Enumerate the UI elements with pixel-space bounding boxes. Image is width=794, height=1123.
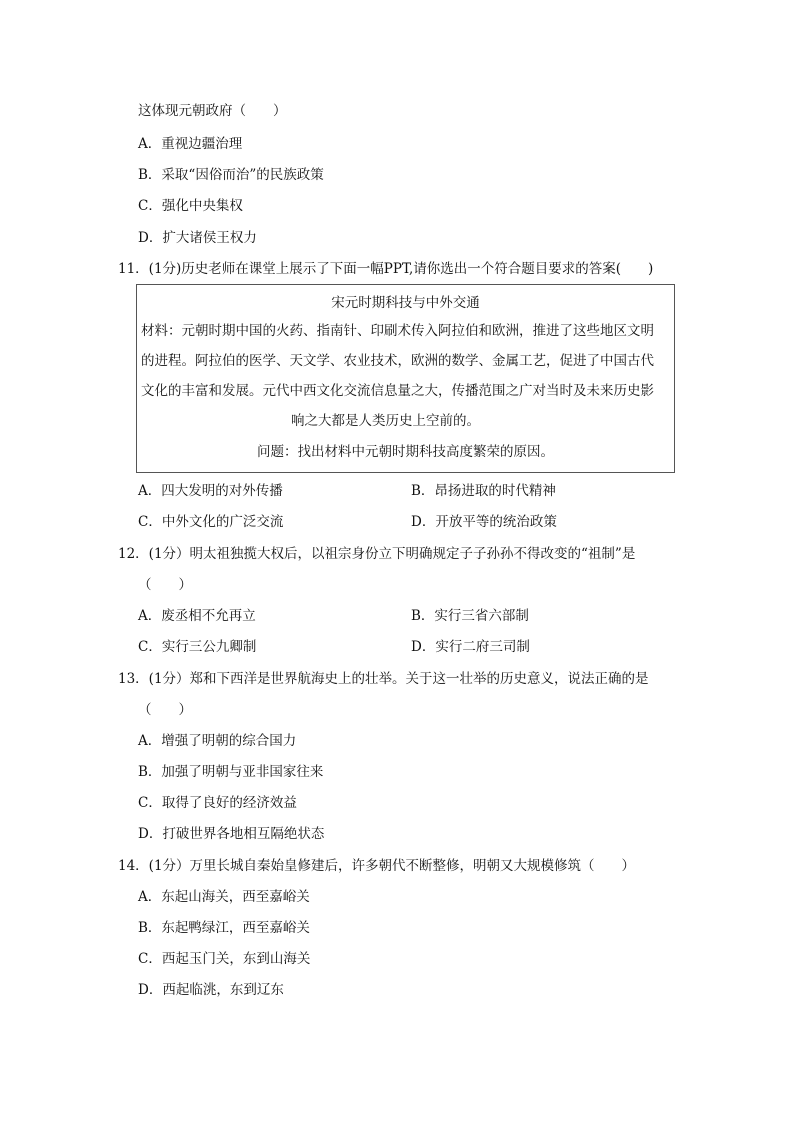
q14-option-c[interactable]: C．西起玉门关，东到山海关: [138, 951, 311, 967]
material-title: 宋元时期科技与中外交通: [331, 295, 480, 311]
q12-answer-paren: （ ）: [138, 577, 192, 593]
q11-option-b[interactable]: B．昂扬进取的时代精神: [411, 483, 556, 499]
q13-answer-paren: （ ）: [138, 702, 192, 718]
q10-option-c[interactable]: C．强化中央集权: [138, 198, 243, 214]
q14-option-a[interactable]: A．东起山海关，西至嘉峪关: [138, 889, 310, 905]
material-question: 问题：找出材料中元朝时期科技高度繁荣的原因。: [257, 444, 554, 460]
material-line-2: 的进程。阿拉伯的医学、天文学、农业技术，欧洲的数学、金属工艺，促进了中国古代: [141, 353, 654, 369]
q11-option-a[interactable]: A．四大发明的对外传播: [138, 483, 283, 499]
q10-option-b[interactable]: B．采取“因俗而治”的民族政策: [138, 167, 324, 183]
q13-option-c[interactable]: C．取得了良好的经济效益: [138, 795, 297, 811]
q10-option-a[interactable]: A．重视边疆治理: [138, 136, 243, 152]
q14-stem: 14．(1分）万里长城自秦始皇修建后，许多朝代不断整修，明朝又大规模修筑（ ）: [118, 858, 636, 874]
q13-stem: 13．(1分）郑和下西洋是世界航海史上的壮举。关于这一壮举的历史意义，说法正确的是: [118, 671, 649, 687]
material-line-1: 材料：元朝时期中国的火药、指南针、印刷术传入阿拉伯和欧洲，推进了这些地区文明: [141, 323, 654, 339]
q12-option-d[interactable]: D．实行二府三司制: [411, 639, 530, 655]
q13-option-d[interactable]: D．打破世界各地相互隔绝状态: [138, 826, 325, 842]
q12-option-c[interactable]: C．实行三公九卿制: [138, 639, 257, 655]
q10-stem-tail: 这体现元朝政府（ ）: [138, 103, 287, 119]
q11-material-box: [136, 284, 675, 473]
q11-option-d[interactable]: D．开放平等的统治政策: [411, 514, 557, 530]
q14-option-b[interactable]: B．东起鸭绿江，西至嘉峪关: [138, 920, 310, 936]
q12-stem: 12．(1分）明太祖独揽大权后，以祖宗身份立下明确规定子子孙孙不得改变的“祖制”是: [118, 546, 636, 562]
q13-option-b[interactable]: B．加强了明朝与亚非国家往来: [138, 764, 324, 780]
q13-option-a[interactable]: A．增强了明朝的综合国力: [138, 733, 297, 749]
q11-option-c[interactable]: C．中外文化的广泛交流: [138, 514, 284, 530]
q10-option-d[interactable]: D．扩大诸侯王权力: [138, 230, 257, 246]
q14-option-d[interactable]: D．西起临洮，东到辽东: [138, 982, 284, 998]
material-line-3: 文化的丰富和发展。元代中西文化交流信息量之大，传播范围之广对当时及未来历史影: [141, 383, 654, 399]
q11-stem: 11．(1分)历史老师在课堂上展示了下面一幅PPT,请你选出一个符合题目要求的答案( ): [118, 261, 654, 277]
q12-option-a[interactable]: A．废丞相不允再立: [138, 608, 256, 624]
material-line-4: 响之大都是人类历史上空前的。: [291, 413, 480, 429]
q12-option-b[interactable]: B．实行三省六部制: [411, 608, 529, 624]
